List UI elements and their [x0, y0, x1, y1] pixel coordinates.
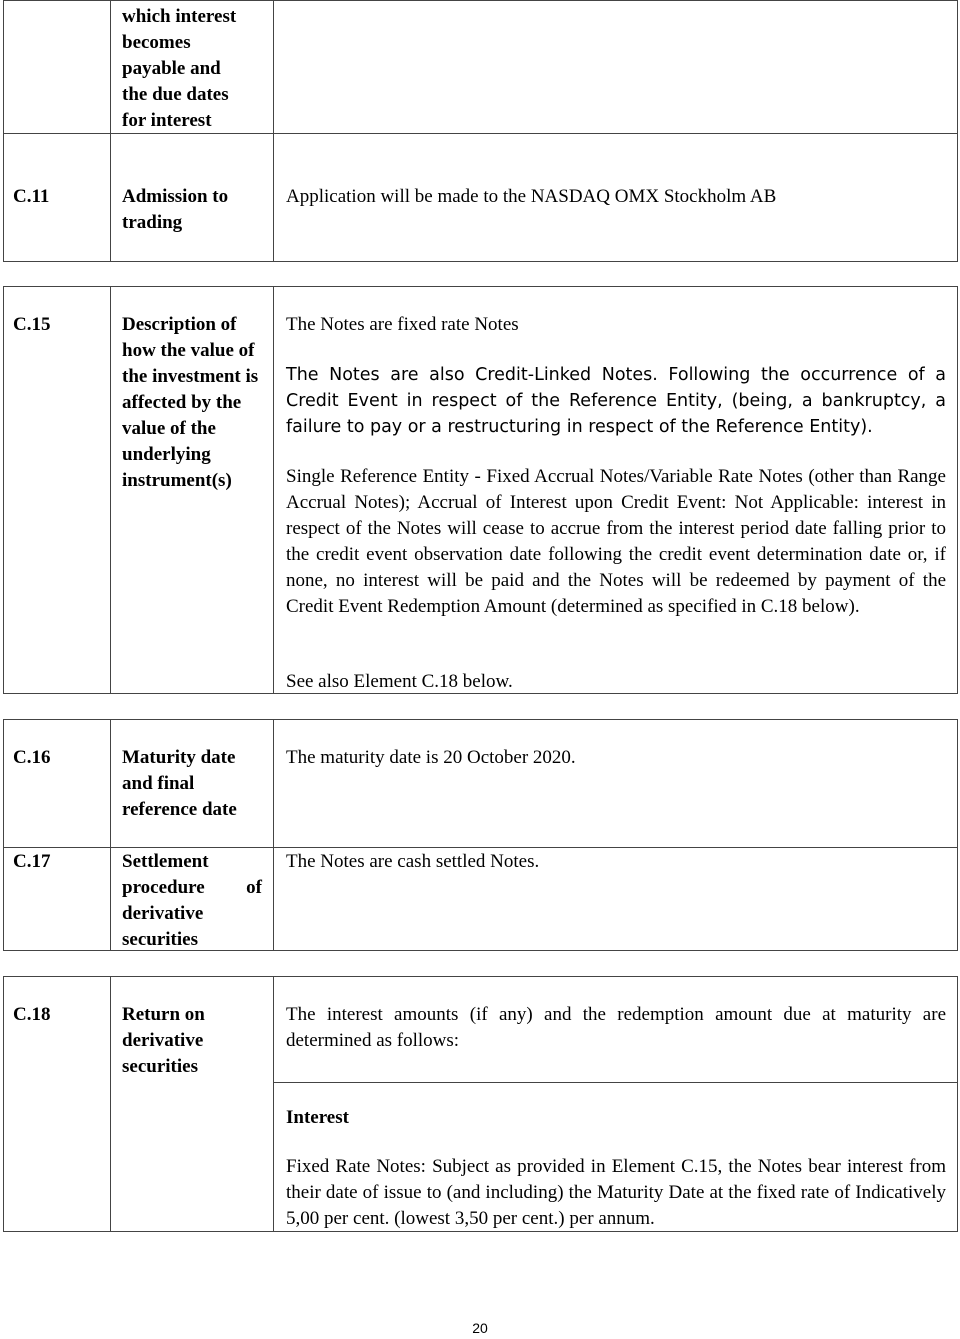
- element-content: The maturity date is 20 October 2020.: [286, 747, 576, 768]
- divider: [273, 719, 274, 951]
- divider: [110, 0, 111, 262]
- element-heading: Return on derivative securities: [122, 1004, 205, 1077]
- element-id: C.16: [13, 747, 51, 768]
- paragraph: See also Element C.18 below.: [286, 671, 513, 692]
- element-id: C.18: [13, 1004, 51, 1025]
- paragraph: The interest amounts (if any) and the redemption amount due at maturity are determined as follows:: [286, 1004, 946, 1051]
- divider: [273, 0, 274, 262]
- divider: [273, 286, 274, 694]
- paragraph: The Notes are fixed rate Notes: [286, 314, 519, 335]
- divider: [110, 286, 111, 694]
- element-heading: Maturity date and final reference date: [122, 747, 237, 820]
- element-content: The Notes are cash settled Notes.: [286, 851, 540, 872]
- element-id: C.15: [13, 314, 51, 335]
- paragraph: Fixed Rate Notes: Subject as provided in Element C.15, the Notes bear interest from their date of issue to (and including) the Maturity Date at the fixed rate of Indicatively 5,00 per cent. (lowest 3,50 per cent.) per annum.: [286, 1156, 946, 1229]
- element-heading: Admission to trading: [122, 186, 229, 233]
- divider: [273, 976, 274, 1232]
- paragraph: The Notes are also Credit-Linked Notes. Following the occurrence of a Credit Event in respect of the Reference Entity, (being, a bankruptcy, a failure to pay or a restructuring in respect of the Reference Entity).: [286, 365, 946, 437]
- row-heading: which interest becomes payable and the due dates for interest: [122, 6, 237, 131]
- divider: [273, 1082, 958, 1083]
- element-heading: Settlement procedure of derivative securities: [122, 851, 262, 950]
- paragraph: Single Reference Entity - Fixed Accrual Notes/Variable Rate Notes (other than Range Accrual Notes); Accrual of Interest upon Credit Event: Not Applicable: interest in respect of the Notes will cease to accrue from the interest period date falling prior to the credit event observation date following the credit event determination date or, if none, no interest will be paid and the Notes will be redeemed by payment of the Credit Event Redemption Amount (determined as specified in C.18 below).: [286, 466, 946, 617]
- divider: [3, 847, 958, 848]
- element-heading: Description of how the value of the investment is affected by the value of the underlying instrument(s): [122, 314, 259, 491]
- element-content: Application will be made to the NASDAQ OMX Stockholm AB: [286, 186, 777, 207]
- page-number: 20: [472, 1320, 488, 1336]
- element-id: C.17: [13, 851, 51, 872]
- divider: [110, 719, 111, 951]
- element-id: C.11: [13, 186, 50, 207]
- divider: [110, 976, 111, 1232]
- subheading: Interest: [286, 1107, 349, 1128]
